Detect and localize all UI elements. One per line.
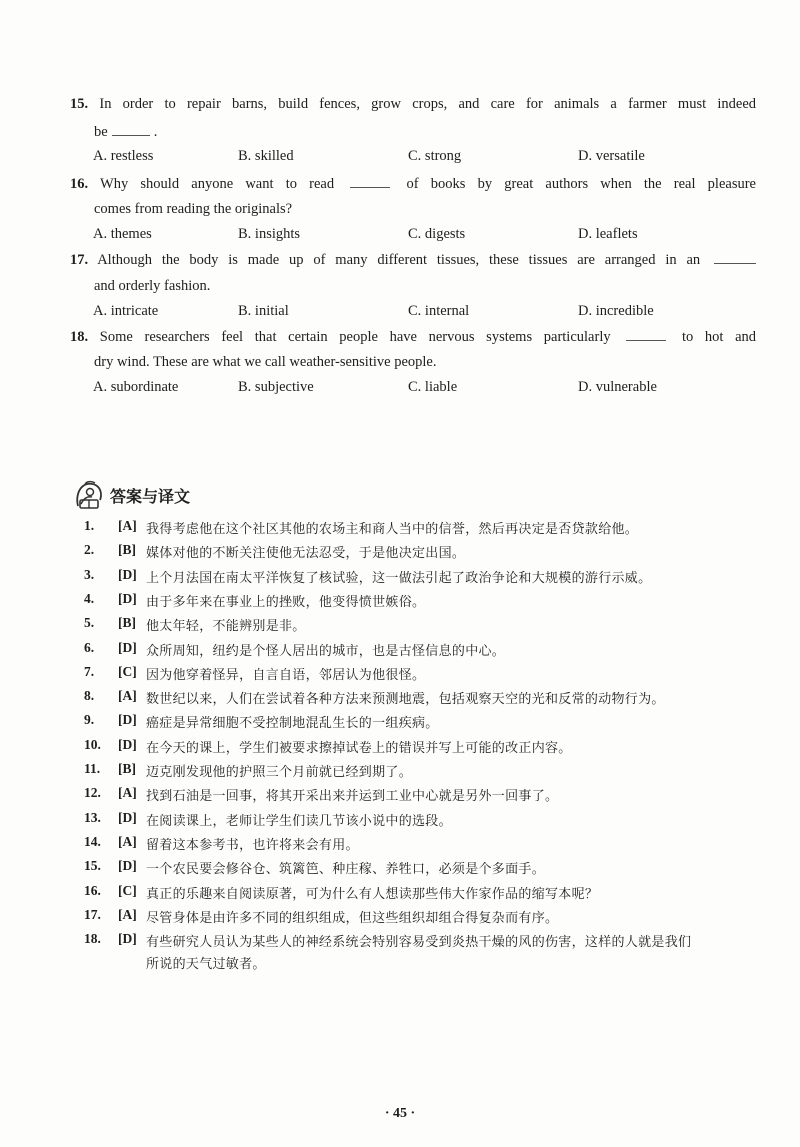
question-number: 15. [70,96,89,112]
option-d: D. leaflets [578,226,638,242]
question-text: of books by great authors when the real pleasure [406,176,756,192]
answer-translation: 在阅读课上，老师让学生们读几节该小说中的选段。 [146,813,452,829]
answer-translation: 真正的乐趣来自阅读原著，可为什么有人想读那些伟大作家作品的缩写本呢？ [146,886,599,902]
answer-key: [D] [118,590,137,606]
answer-number: 15. [84,858,101,874]
option-d: D. vulnerable [578,379,657,395]
question-17-options [93,303,753,323]
answer-number: 6. [84,639,95,655]
answer-translation-continued: 所说的天气过敏者。 [146,957,266,973]
question-18-line-1 [70,328,756,346]
answer-key: [A] [118,785,137,801]
question-text: Although the body is made up of many different tissues, these tissues are arranged in an [97,252,701,268]
answer-number: 10. [84,736,101,752]
answer-section-title: 答案与译文 [110,487,191,506]
option-a: A. intricate [93,303,159,319]
question-17-line-1 [70,251,756,269]
answer-translation: 由于多年来在事业上的挫败，他变得愤世嫉俗。 [146,594,426,610]
option-c: C. internal [408,303,470,319]
option-b: B. subjective [238,379,314,395]
answer-translation: 因为他穿着怪异，自言自语，邻居认为他很怪。 [146,667,426,683]
answer-blank [626,328,666,341]
answer-key: [A] [118,833,137,849]
answer-translation: 迈克刚发现他的护照三个月前就已经到期了。 [146,765,413,780]
answer-key: [B] [118,761,136,776]
question-text: dry wind. These are what we call weather-sensitive people. [94,354,437,370]
answer-key: [A] [118,906,137,922]
question-text: In order to repair barns, build fences, grow crops, and care for animals a farmer must indeed [99,96,757,112]
answer-number: 17. [84,906,101,922]
question-16-line-2 [94,201,292,218]
question-16-line-1 [70,175,756,193]
question-18-options [93,379,753,399]
answer-number: 4. [84,590,95,606]
question-number: 17. [70,252,89,268]
answer-translation: 他太年轻，不能辨别是非。 [146,619,306,635]
question-18-line-2 [94,354,436,371]
answer-number: 14. [84,833,101,849]
book-reader-icon [72,478,106,512]
answer-translation: 找到石油是一回事，将其开采出来并运到工业中心就是另外一回事了。 [146,789,559,805]
answer-translation: 上个月法国在南太平洋恢复了核试验，这一做法引起了政治争论和大规模的游行示威。 [146,570,652,586]
answer-key: [D] [118,736,137,752]
answer-key: [D] [118,931,137,947]
answer-translation: 我得考虑他在这个社区其他的农场主和商人当中的信誉，然后再决定是否贷款给他。 [146,522,639,537]
question-number: 16. [70,176,89,192]
answer-key: [D] [118,566,137,582]
answer-number: 1. [84,518,95,533]
answer-key: [C] [118,663,137,679]
question-text: . [153,124,158,140]
answer-number: 11. [84,761,101,776]
answer-key: [C] [118,882,137,898]
question-16-options [93,226,753,246]
question-text: to hot and [681,329,757,345]
option-d: D. incredible [578,303,654,319]
answer-key: [A] [118,518,137,533]
answer-translation: 尽管身体是由许多不同的组织组成，但这些组织却组合得复杂而有序。 [146,910,559,926]
answer-number: 9. [84,712,95,728]
question-number: 18. [70,329,89,345]
answer-number: 16. [84,882,101,898]
answer-key: [D] [118,858,137,874]
option-c: C. liable [408,379,458,395]
answer-number: 3. [84,566,95,582]
answer-number: 13. [84,809,101,825]
option-c: C. digests [408,226,466,242]
answer-translation: 一个农民要会修谷仓、筑篱笆、种庄稼、养牲口，必须是个多面手。 [146,862,546,878]
question-15-options [93,148,753,168]
answer-key: [A] [118,688,137,704]
answer-translation: 众所周知，纽约是个怪人居出的城市，也是古怪信息的中心。 [146,643,506,659]
option-a: A. themes [93,226,152,242]
question-text: be [94,124,108,140]
option-a: A. subordinate [93,379,179,395]
option-b: B. insights [238,226,301,242]
answer-key: [D] [118,639,137,655]
answer-key: [B] [118,615,136,631]
answer-number: 12. [84,785,101,801]
option-b: B. skilled [238,148,294,164]
question-text: comes from reading the originals? [94,201,293,217]
answer-blank [350,175,390,188]
option-b: B. initial [238,303,289,319]
answer-translation: 留着这本参考书，也许将来会有用。 [146,837,359,853]
page-number: · 45 · [384,1106,416,1121]
answer-translation: 癌症是异常细胞不受控制地混乱生长的一组疾病。 [146,716,439,732]
option-d: D. versatile [578,148,645,164]
question-text: Some researchers feel that certain people have nervous systems particularly [99,329,611,345]
answer-translation: 数世纪以来，人们在尝试着各种方法来预测地震，包括观察天空的光和反常的动物行为。 [146,692,665,708]
option-c: C. strong [408,148,462,164]
answer-translation: 媒体对他的不断关注使他无法忍受，于是他决定出国。 [146,546,466,562]
option-a: A. restless [93,148,154,164]
question-17-line-2 [94,278,210,295]
answer-blank [714,251,756,264]
question-15-line-1 [70,96,756,113]
answer-number: 18. [84,931,101,947]
answer-key: [D] [118,712,137,728]
question-15-line-2 [94,123,157,141]
answer-number: 8. [84,688,95,704]
answer-translation: 在今天的课上，学生们被要求擦掉试卷上的错误并写上可能的改正内容。 [146,740,572,756]
answer-blank [112,123,150,136]
answer-number: 2. [84,542,95,558]
question-text: and orderly fashion. [94,278,211,294]
question-text: Why should anyone want to read [100,176,335,192]
answer-key: [D] [118,809,137,825]
answer-number: 7. [84,663,95,679]
answer-translation: 有些研究人员认为某些人的神经系统会特别容易受到炎热干燥的风的伤害，这样的人就是我们 [146,935,692,951]
answer-number: 5. [84,615,95,631]
answer-key: [B] [118,542,136,558]
